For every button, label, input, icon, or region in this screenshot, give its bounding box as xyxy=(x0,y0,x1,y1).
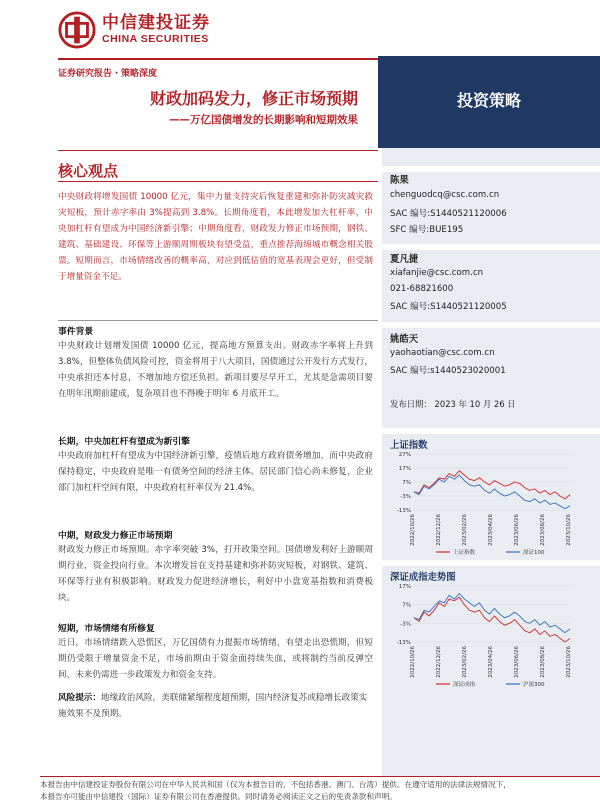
disclaimer-line: 本报告亦可能由中信建投（国际）证券有限公司在香港提供。同时请务必阅读正文之后的免责条款和声明。 xyxy=(40,792,397,800)
x-tick-label: 2023/04/26 xyxy=(488,646,494,678)
logo-english-name: CHINA SECURITIES xyxy=(102,33,209,45)
y-tick-label: -13% xyxy=(396,640,411,646)
disclaimer-line: 本报告由中信建投证券股份有限公司在中华人民共和国（仅为本报告目的，不包括香港、澳门、台湾）提供。在遵守适用的法律法规情况下， xyxy=(40,780,511,789)
analyst-bar xyxy=(382,244,600,250)
legend-label: 深证成指 xyxy=(453,682,476,688)
footer-rule xyxy=(40,776,600,777)
analyst-email[interactable]: yaohaotian@csc.com.cn xyxy=(390,348,495,358)
long-term-text: 中央政府加杠杆有望成为中国经济新引擎，疫情后地方政府债务增加，而中央政府保持稳定，中央政府是唯一有债务空间的经济主体。居民部门信心尚未修复，企业部门加杠杆空间有限，中央政府杠杆率仅为 21.4%。 xyxy=(58,451,373,493)
csc-logo-icon xyxy=(58,11,96,49)
y-tick-label: 7% xyxy=(402,602,411,609)
report-subtitle: ——万亿国债增发的长期影响和短期效果 xyxy=(169,114,358,126)
event-background-text: 中央财政计划增发国债 10000 亿元，提高地方预算支出。财政赤字率将上升到 3.8%，但整体负债风险可控，资金将用于八大项目，国债通过公开发行方式发行，中央承担还本付息，不增加地方偿还负担。新项目要尽早开工，尤其是急需项目要在明年汛期前建成，复杂项目也不得晚于明年 6 月底开工。 xyxy=(58,341,373,399)
analyst-sac: SAC 编号:S1440521120005 xyxy=(390,302,507,312)
shenzhen-index-chart xyxy=(390,580,576,690)
y-tick-label: 17% xyxy=(398,584,411,590)
x-tick-label: 2023/10/26 xyxy=(566,646,572,678)
report-title: 财政加码发力，修正市场预期 xyxy=(149,89,358,108)
analyst-name: 陈果 xyxy=(390,175,409,186)
y-tick-label: -3% xyxy=(400,494,411,500)
analyst-email[interactable]: chenguodcq@csc.com.cn xyxy=(390,190,500,200)
risk-text: 地缘政治风险，美联储紧缩程度超预期，国内经济复苏或稳增长政策实施效果不及预期。 xyxy=(58,693,368,719)
analyst-name: 夏凡捷 xyxy=(390,254,419,265)
y-tick-label: -3% xyxy=(400,621,411,628)
core-view-text: 中央财政将增发国债 10000 亿元，集中力量支持灾后恢复重建和弥补防灾减灾救灾短板，预计赤字率由 3%提高到 3.8%。长期角度看，本此增发加大杠杆率，中央加杠杆有望成为中国经济新引擎；中期角度看，财政发力修正市场预期，钢铁、建筑、基础建设、环保等上游顺周期板块有望受益，重点推荐海绵城市概念相关股票。短期而言，市场情绪改善的概率高，对应到低估值的宽基表现会更好，但受制于增量资金不足。 xyxy=(58,192,373,282)
y-tick-label: 27% xyxy=(398,452,411,458)
mid-term-heading: 中期，财政发力修正市场预期 xyxy=(58,531,173,541)
core-view-heading: 核心观点 xyxy=(58,162,119,180)
title-rule xyxy=(58,150,378,151)
logo-chinese-name: 中信建投证券 xyxy=(102,13,210,33)
analyst-sfc: SFC 编号:BUE195 xyxy=(390,225,464,235)
event-background-heading: 事件背景 xyxy=(58,327,94,337)
header-rule xyxy=(58,58,378,60)
x-tick-label: 2022/10/26 xyxy=(410,646,416,678)
shanghai-index-chart xyxy=(390,448,576,558)
x-tick-label: 2023/02/26 xyxy=(462,514,468,546)
analyst-bar xyxy=(382,560,600,566)
company-logo xyxy=(58,10,210,50)
chart-title: 深证成指走势图 xyxy=(390,572,456,583)
y-tick-label: -13% xyxy=(396,508,411,514)
analyst-sac: SAC 编号:s1440523020001 xyxy=(390,366,506,376)
analyst-sac: SAC 编号:S1440521120006 xyxy=(390,209,507,219)
chart-title: 上证指数 xyxy=(390,440,428,451)
long-term-heading: 长期，中央加杠杆有望成为新引擎 xyxy=(58,437,190,447)
legend-label: 上证指数 xyxy=(453,550,476,556)
analyst-name: 姚皓天 xyxy=(390,334,419,345)
x-tick-label: 2022/12/26 xyxy=(436,646,442,678)
y-tick-label: 17% xyxy=(398,466,411,472)
short-term-text: 近日，市场情绪跌入恐慌区，万亿国债有力提振市场情绪，有望走出恐慌期，但短期仍受限于增量资金不足，市场前期由于资金面持续失血，或将制约当前反弹空间，未来仍需进一步政策发力和资金支持。 xyxy=(58,638,373,680)
short-term-heading: 短期，市场情绪有所修复 xyxy=(58,624,155,634)
risk-label: 风险提示： xyxy=(58,693,101,703)
legend-label: 深证100 xyxy=(523,550,545,556)
publish-date: 发布日期： 2023 年 10 月 26 日 xyxy=(390,399,516,409)
y-tick-label: 7% xyxy=(402,480,411,486)
core-view-rule xyxy=(58,181,378,182)
x-tick-label: 2023/06/26 xyxy=(514,514,520,546)
x-tick-label: 2023/08/26 xyxy=(540,514,546,546)
report-type: 证券研究报告・策略深度 xyxy=(58,69,158,79)
analyst-bar xyxy=(382,166,600,172)
legend-label: 沪深300 xyxy=(523,682,545,688)
x-tick-label: 2023/08/26 xyxy=(540,646,546,678)
x-tick-label: 2022/12/26 xyxy=(436,514,442,546)
analyst-email[interactable]: xiafanjie@csc.com.cn xyxy=(390,268,484,278)
analyst-bar xyxy=(382,428,600,434)
x-tick-label: 2022/10/26 xyxy=(410,514,416,546)
mid-term-text: 财政发力修正市场预期。赤字率突破 3%，打开政策空间。国债增发利好上游顺周期行业，资金投向行业。本次增发旨在支持基建和弥补防灾短板，对钢铁、建筑、环保等行业有积极影响。财政发力促进经济增长，利好中小盘宽基指数和消费板块。 xyxy=(58,545,373,603)
risk-warning xyxy=(58,690,373,722)
x-tick-label: 2023/02/26 xyxy=(462,646,468,678)
x-tick-label: 2023/04/26 xyxy=(488,514,494,546)
x-tick-label: 2023/06/26 xyxy=(514,646,520,678)
disclaimer xyxy=(40,779,600,800)
series-line xyxy=(414,471,570,499)
series-line xyxy=(414,594,570,633)
x-tick-label: 2023/10/26 xyxy=(566,514,572,546)
series-line xyxy=(414,597,570,642)
analyst-bar xyxy=(382,322,600,328)
category-label: 投资策略 xyxy=(456,91,521,110)
section-divider xyxy=(58,320,378,321)
category-band xyxy=(378,56,600,148)
analyst-phone: 021-68821600 xyxy=(390,284,454,294)
